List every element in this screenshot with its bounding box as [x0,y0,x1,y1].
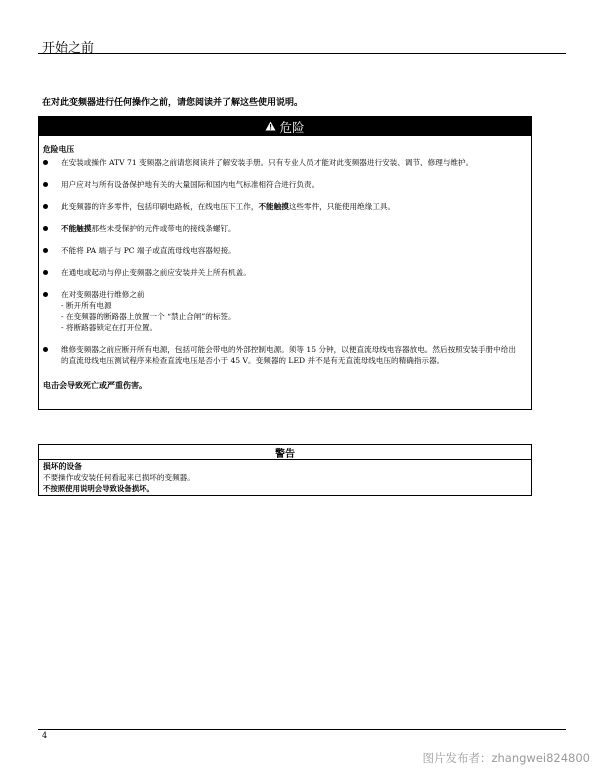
bullet-icon [43,182,48,187]
danger-footer: 电击会导致死亡或严重伤害。 [43,380,147,390]
danger-title-bar [39,117,531,136]
list-item-text: 维修变频器之前应断开所有电源，包括可能会带电的外部控制电源。须等 15 分钟，以便直流母线电容器放电。然后按照安装手册中给出的直流母线电压测试程序来检查直流电压是否小于 45 V。变频器的 LED 并不是有无直流母线电压的精确指示器。 [61,345,516,365]
warning-triangle-icon [265,119,276,134]
list-item-text: 不能将 PA 端子与 PC 端子或直流母线电容器短接。 [61,246,236,255]
intro-text: 在对此变频器进行任何操作之前，请您阅读并了解这些使用说明。 [42,98,304,108]
warning-panel [38,444,532,496]
warning-title: 警告 [275,448,295,460]
bullet-icon [43,226,48,231]
warning-footer: 不按照使用说明会导致设备损坏。 [43,484,154,493]
text-segment: 这些零件，只能使用绝缘工具。 [288,202,396,211]
list-item [43,267,523,278]
list-item [43,179,523,190]
list-item-heading: 在对变频器进行维修之前 [61,290,145,299]
bullet-icon [43,270,48,275]
list-item-text: 在安装或操作 ATV 71 变频器之前请您阅读并了解安装手册。只有专业人员才能对此变频器进行安装、调节、修理与维护。 [61,158,474,167]
list-item [43,344,523,366]
page-number: 4 [42,731,48,740]
sub-item: - 在变频器的断路器上放置一个 “禁止合闸”的标签。 [61,312,236,321]
footer-divider [38,729,566,730]
list-item-text [61,223,523,234]
warning-heading: 损坏的设备 [43,462,82,471]
warning-body [39,460,531,495]
warning-text: 不要操作或安装任何看起来已损坏的变频器。 [43,473,195,482]
list-item [43,201,523,212]
list-item [43,223,523,234]
watermark: 图片发布者：zhangwei824800 [422,751,590,765]
danger-body [39,136,531,391]
emphasis-text: 不能触摸 [61,224,92,233]
sub-item: - 断开所有电源 [61,301,112,310]
bullet-icon [43,347,48,352]
list-item-text: 用户应对与所有设备保护地有关的大量国际和国内电气标准相符合进行负责。 [61,180,320,189]
list-item [43,289,523,333]
danger-panel [38,116,532,410]
bullet-icon [43,248,48,253]
danger-heading: 危险电压 [43,145,75,154]
page-header-title: 开始之前 [42,41,95,56]
list-item [43,245,523,256]
bullet-icon [43,204,48,209]
list-item-text: 在通电或起动与停止变频器之前应安装并关上所有机盖。 [61,268,251,277]
warning-title-bar [39,445,531,460]
danger-title: 危险 [279,119,305,135]
bullet-icon [43,160,48,165]
list-item [43,157,523,168]
text-segment: 那些未受保护的元件或带电的接线条螺钉。 [91,224,236,233]
text-segment: 此变频器的许多零件，包括印刷电路板，在线电压下工作， [61,202,259,211]
sub-item: - 将断路器锁定在打开位置。 [61,323,158,332]
list-item-text [61,201,523,212]
header-divider [38,53,566,54]
bullet-icon [43,292,48,297]
emphasis-text: 不能触摸 [258,202,289,211]
list-item-text [61,289,523,333]
